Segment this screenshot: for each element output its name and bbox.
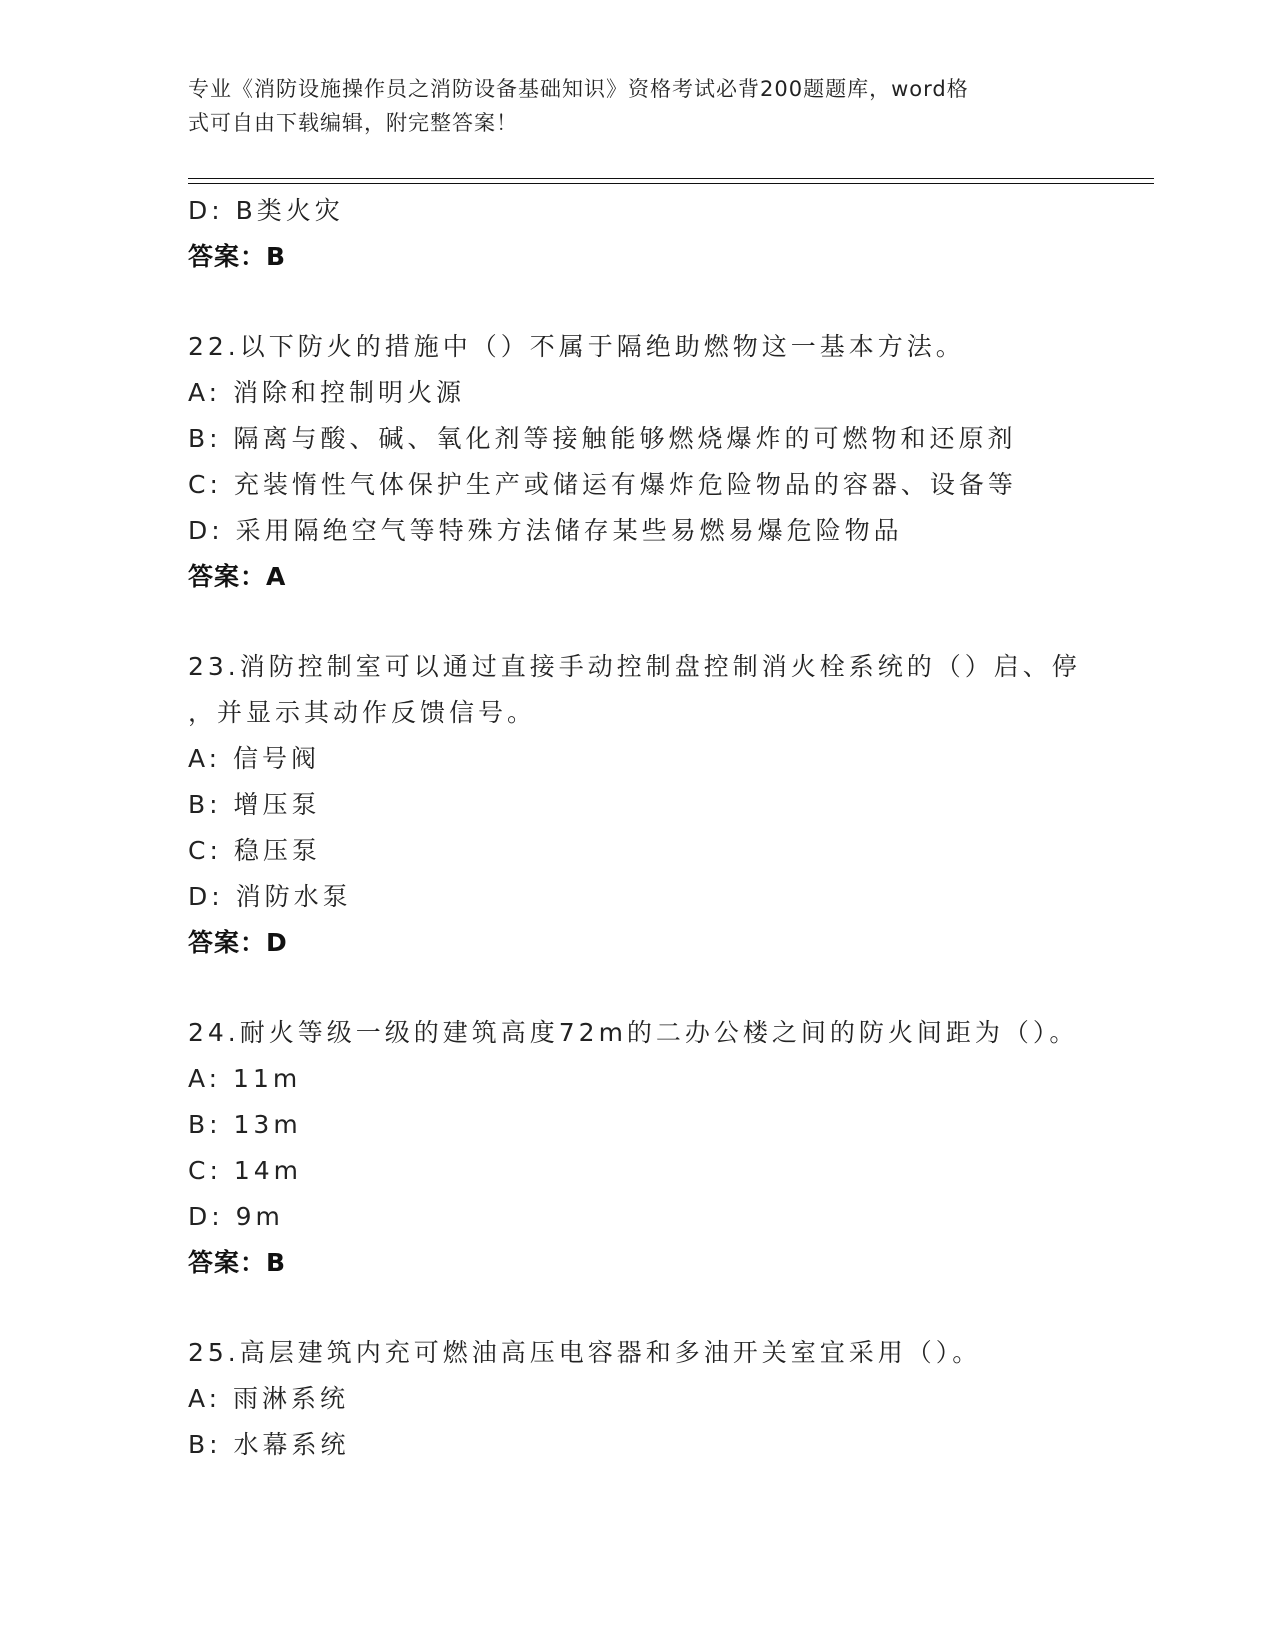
option-b: B: 13m bbox=[188, 1110, 302, 1139]
option-d: D: 采用隔绝空气等特殊方法储存某些易燃易爆危险物品 bbox=[188, 516, 903, 545]
question-stem-continued: ，并显示其动作反馈信号。 bbox=[188, 698, 537, 727]
question-stem: 24.耐火等级一级的建筑高度72m的二办公楼之间的防火间距为（）。 bbox=[188, 1018, 1079, 1047]
question-24 bbox=[188, 1010, 1088, 1286]
option-d: D: B类火灾 bbox=[188, 196, 344, 225]
header-divider-bottom bbox=[188, 183, 1154, 184]
option-d: D: 消防水泵 bbox=[188, 882, 352, 911]
option-d: D: 9m bbox=[188, 1202, 284, 1231]
option-c: C: 充装惰性气体保护生产或储运有爆炸危险物品的容器、设备等 bbox=[188, 470, 1017, 499]
option-b: B: 增压泵 bbox=[188, 790, 321, 819]
answer-line: 答案：A bbox=[188, 562, 287, 591]
question-stem: 23.消防控制室可以通过直接手动控制盘控制消火栓系统的（）启、停 bbox=[188, 652, 1081, 681]
answer-line: 答案：B bbox=[188, 1248, 287, 1277]
question-21-tail bbox=[188, 188, 1088, 280]
document-header bbox=[188, 72, 1068, 140]
option-b: B: 水幕系统 bbox=[188, 1430, 350, 1459]
header-line-1: 专业《消防设施操作员之消防设备基础知识》资格考试必背200题题库，word格 bbox=[188, 77, 969, 101]
option-a: A: 雨淋系统 bbox=[188, 1384, 350, 1413]
option-a: A: 11m bbox=[188, 1064, 302, 1093]
header-line-2: 式可自由下载编辑，附完整答案！ bbox=[188, 111, 518, 135]
option-a: A: 消除和控制明火源 bbox=[188, 378, 466, 407]
question-stem: 22.以下防火的措施中（）不属于隔绝助燃物这一基本方法。 bbox=[188, 332, 965, 361]
question-stem: 25.高层建筑内充可燃油高压电容器和多油开关室宜采用（）。 bbox=[188, 1338, 982, 1367]
header-divider-top bbox=[188, 178, 1154, 179]
question-23 bbox=[188, 644, 1088, 966]
option-b: B: 隔离与酸、碱、氧化剂等接触能够燃烧爆炸的可燃物和还原剂 bbox=[188, 424, 1017, 453]
question-22 bbox=[188, 324, 1088, 600]
option-a: A: 信号阀 bbox=[188, 744, 321, 773]
question-25 bbox=[188, 1330, 1088, 1468]
question-list bbox=[188, 188, 1088, 1468]
answer-line: 答案：B bbox=[188, 242, 287, 271]
answer-line: 答案：D bbox=[188, 928, 288, 957]
option-c: C: 14m bbox=[188, 1156, 302, 1185]
option-c: C: 稳压泵 bbox=[188, 836, 321, 865]
